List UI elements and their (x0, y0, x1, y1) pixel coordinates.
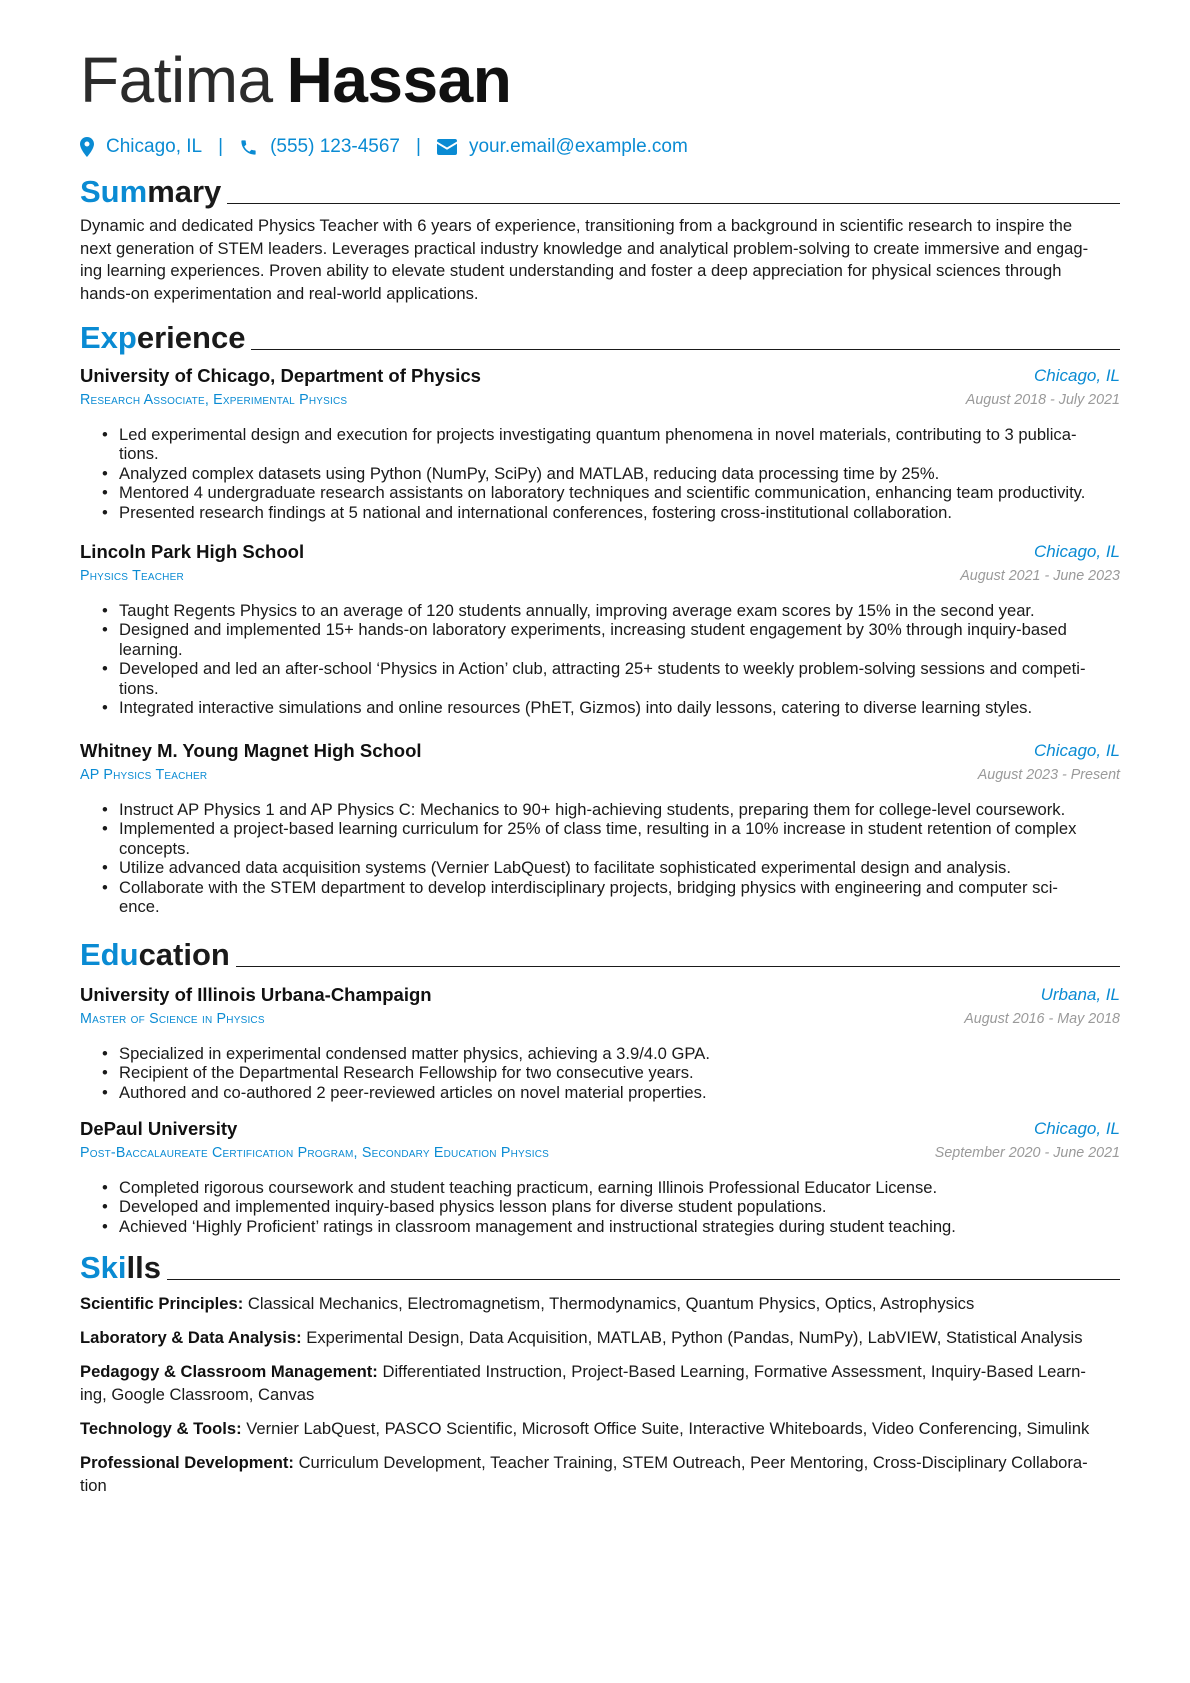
map-marker-icon (80, 137, 94, 157)
entry-organization: University of Chicago, Department of Physics (80, 365, 481, 386)
entry-organization: University of Illinois Urbana-Champaign (80, 984, 432, 1005)
entry-role: Master of Science in Physics (80, 1011, 265, 1027)
section-rule (236, 966, 1120, 967)
bullet-line: • Designed and implemented 15+ hands-on laboratory experiments, increasing student engagement by 30% through inquiry-based (119, 620, 1067, 640)
bullet-item (102, 1197, 1120, 1216)
bullet-line: ence. (119, 897, 160, 917)
entry-dates: September 2020 - June 2021 (934, 1145, 1120, 1161)
contact-separator: | (218, 136, 224, 157)
contact-separator: | (416, 136, 421, 157)
bullet-line: concepts. (119, 838, 191, 858)
skill-values: Classical Mechanics, Electromagnetism, Thermodynamics, Quantum Physics, Optics, Astrophysics (247, 1294, 975, 1313)
skill-line (80, 1361, 1120, 1384)
section-title-accent: Exp (80, 320, 137, 355)
bullet-line: • Authored and co-authored 2 peer-reviewed articles on novel material properties. (119, 1082, 707, 1102)
skill-values: tion (80, 1475, 107, 1495)
phone-icon (239, 138, 258, 157)
section-heading-education (80, 935, 1120, 973)
section-title-accent: Sum (80, 174, 148, 209)
entry-bullets (102, 1044, 1120, 1102)
bullet-item (102, 1044, 1120, 1063)
entry-bullets (102, 800, 1120, 916)
skill-label: Pedagogy & Classroom Management: (80, 1362, 378, 1381)
skill-values: Experimental Design, Data Acquisition, MATLAB, Python (Pandas, NumPy), LabVIEW, Statistical Analysis (306, 1328, 1083, 1347)
entry-bullets (102, 425, 1120, 522)
section-title (80, 320, 245, 356)
entry-bullets (102, 1178, 1120, 1236)
skill-row (80, 1327, 1120, 1350)
entry-role: Research Associate, Experimental Physics (80, 392, 348, 408)
bullet-item (102, 858, 1120, 877)
bullet-item (102, 1178, 1120, 1197)
skill-values: Curriculum Development, Teacher Training, STEM Outreach, Peer Mentoring, Cross-Disciplinary Collabora- (298, 1453, 1088, 1472)
entry-dates: August 2016 - May 2018 (964, 1011, 1120, 1027)
skill-line (80, 1293, 1120, 1316)
bullet-item (102, 698, 1120, 717)
skill-line (80, 1452, 1120, 1475)
skill-label: Professional Development: (80, 1453, 294, 1472)
skill-row (80, 1293, 1120, 1316)
section-title (80, 1250, 161, 1286)
bullet-line: • Utilize advanced data acquisition systems (Vernier LabQuest) to facilitate sophisticated experimental design and analysis. (119, 858, 1011, 878)
bullet-line: • Instruct AP Physics 1 and AP Physics C: Mechanics to 90+ high-achieving students, preparing them for college-level coursework. (119, 800, 1066, 819)
bullet-line: • Integrated interactive simulations and online resources (PhET, Gizmos) into daily lessons, catering to diverse learning styles. (119, 698, 1033, 718)
skill-label: Technology & Tools: (80, 1419, 242, 1438)
envelope-icon (437, 139, 457, 155)
skill-row (80, 1361, 1120, 1406)
entry-role: Physics Teacher (80, 568, 184, 584)
entry-dates: August 2021 - June 2023 (960, 568, 1120, 584)
skill-values: Differentiated Instruction, Project-Based Learning, Formative Assessment, Inquiry-Based Learn- (382, 1362, 1086, 1381)
entry-dates: August 2018 - July 2021 (965, 392, 1120, 408)
section-title-rest: lls (126, 1250, 161, 1285)
bullet-line: tions. (119, 444, 159, 464)
contact-line (80, 134, 688, 160)
section-title-accent: Ski (80, 1250, 127, 1285)
summary-line: ing learning experiences. Proven ability to elevate student understanding and foster a deep appreciation for physical sciences through (80, 261, 1062, 281)
skill-line (80, 1418, 1120, 1441)
section-title-accent: Edu (80, 937, 139, 972)
summary-line: next generation of STEM leaders. Leverages practical industry knowledge and analytical problem-solving to create immersive and engag- (80, 238, 1089, 258)
bullet-item (102, 425, 1120, 464)
bullet-line: • Developed and led an after-school ‘Physics in Action’ club, attracting 25+ students to weekly problem-solving sessions and competi- (119, 659, 1086, 679)
bullet-line: • Collaborate with the STEM department to develop interdisciplinary projects, bridging physics with engineering and computer sci- (119, 877, 1058, 897)
section-heading-skills (80, 1248, 1120, 1286)
skill-values: Vernier LabQuest, PASCO Scientific, Microsoft Office Suite, Interactive Whiteboards, Video Conferencing, Simulink (246, 1419, 1090, 1438)
entry-location: Chicago, IL (1034, 1119, 1120, 1138)
bullet-item (102, 1083, 1120, 1102)
section-rule (251, 349, 1120, 350)
bullet-item (102, 464, 1120, 483)
entry-location: Chicago, IL (1034, 741, 1120, 760)
bullet-line: • Recipient of the Departmental Research Fellowship for two consecutive years. (119, 1063, 694, 1083)
skill-row (80, 1452, 1120, 1497)
bullet-line: tions. (119, 678, 159, 698)
entry-location: Urbana, IL (1040, 985, 1120, 1004)
bullet-item (102, 483, 1120, 502)
bullet-line: • Mentored 4 undergraduate research assistants on laboratory techniques and scientific communication, enhancing team productivity. (119, 483, 1086, 503)
entry-organization: DePaul University (80, 1118, 238, 1139)
entry-location: Chicago, IL (1034, 366, 1120, 385)
bullet-item (102, 878, 1120, 917)
entry-dates: August 2023 - Present (977, 767, 1120, 783)
section-title (80, 937, 230, 973)
bullet-line: • Analyzed complex datasets using Python (NumPy, SciPy) and MATLAB, reducing data processing time by 25%. (119, 463, 940, 483)
bullet-line: • Implemented a project-based learning curriculum for 25% of class time, resulting in a 10% increase in student retention of complex (119, 819, 1077, 839)
contact-phone[interactable] (239, 136, 400, 158)
bullet-line: • Developed and implemented inquiry-based physics lesson plans for diverse student populations. (119, 1197, 827, 1217)
section-title-rest: cation (138, 937, 230, 972)
bullet-item (102, 1063, 1120, 1082)
section-title-rest: mary (147, 174, 222, 209)
bullet-item (102, 659, 1120, 698)
summary-line: hands-on experimentation and real-world applications. (80, 283, 479, 303)
bullet-item (102, 819, 1120, 858)
entry-organization: Lincoln Park High School (80, 541, 305, 562)
bullet-item (102, 601, 1120, 620)
skill-line (80, 1327, 1120, 1350)
contact-email[interactable] (437, 136, 688, 158)
bullet-line: • Achieved ‘Highly Proficient’ ratings in classroom management and instructional strategies during student teaching. (119, 1216, 956, 1236)
phone-text: (555) 123-4567 (270, 136, 400, 157)
section-rule (167, 1279, 1120, 1280)
location-text: Chicago, IL (106, 136, 203, 157)
bullet-item (102, 503, 1120, 522)
entry-role: Post-Baccalaureate Certification Program, Secondary Education Physics (80, 1145, 550, 1161)
entry-location: Chicago, IL (1034, 542, 1120, 561)
section-title (80, 174, 221, 210)
entry-organization: Whitney M. Young Magnet High School (80, 740, 422, 761)
bullet-item (102, 620, 1120, 659)
skill-row (80, 1418, 1120, 1441)
bullet-item (102, 800, 1120, 819)
section-rule (227, 203, 1120, 204)
entry-role: AP Physics Teacher (80, 767, 208, 783)
last-name: Hassan (286, 44, 512, 116)
bullet-line: • Specialized in experimental condensed matter physics, achieving a 3.9/4.0 GPA. (119, 1044, 710, 1063)
bullet-line: learning. (119, 639, 183, 659)
section-heading-experience (80, 318, 1120, 356)
email-text: your.email@example.com (468, 136, 688, 157)
section-heading-summary (80, 172, 1120, 210)
summary-line: Dynamic and dedicated Physics Teacher with 6 years of experience, transitioning from a background in scientific research to inspire the (80, 216, 1073, 235)
section-title-rest: erience (136, 320, 246, 355)
summary-paragraph (80, 215, 1120, 305)
first-name: Fatima (80, 44, 273, 116)
bullet-line: • Completed rigorous coursework and student teaching practicum, earning Illinois Professional Educator License. (119, 1178, 938, 1197)
bullet-line: • Taught Regents Physics to an average of 120 students annually, improving average exam scores by 15% in the second year. (119, 601, 1035, 620)
contact-location (80, 136, 202, 158)
bullet-item (102, 1217, 1120, 1236)
skill-label: Laboratory & Data Analysis: (80, 1328, 302, 1347)
bullet-line: • Led experimental design and execution for projects investigating quantum phenomena in novel materials, contributing to 3 publica- (119, 425, 1077, 444)
skill-values: ing, Google Classroom, Canvas (80, 1384, 315, 1404)
entry-bullets (102, 601, 1120, 717)
bullet-line: • Presented research findings at 5 national and international conferences, fostering cross-institutional collaboration. (119, 502, 952, 522)
candidate-name (80, 40, 511, 120)
skill-label: Scientific Principles: (80, 1294, 244, 1313)
